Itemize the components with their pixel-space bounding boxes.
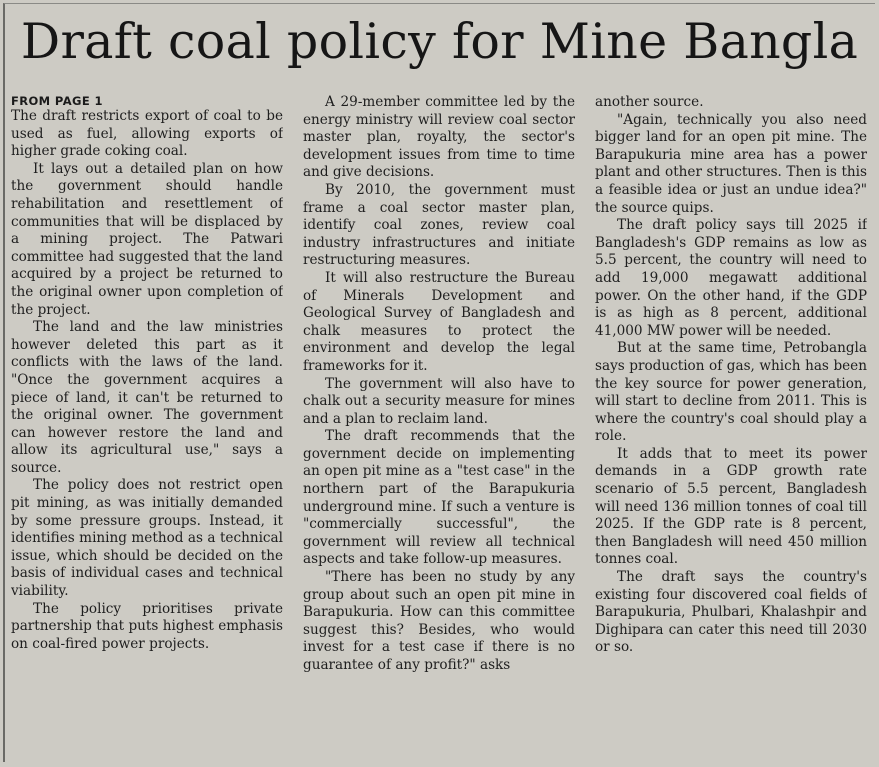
paragraph: The draft policy says till 2025 if Bangladesh's GDP remains as low as 5.5 percent, the country will need to add 19,000 megawatt additional power. On the other hand, if the GDP is as high as 8 percent, additional 41,000 MW power will be needed.	[595, 217, 867, 339]
column-3	[595, 94, 867, 760]
paragraph: The draft says the country's existing four discovered coal fields of Barapukuria, Phulbari, Khalashpir and Dighipara can cater this need till 2030 or so.	[595, 569, 867, 656]
paragraph: The policy does not restrict open pit mining, as was initially demanded by some pressure groups. Instead, it identifies mining method as a technical issue, which should be decided on the basis of individual cases and technical viability.	[11, 477, 283, 600]
paragraph: But at the same time, Petrobangla says production of gas, which has been the key source for power generation, will start to decline from 2011. This is where the country's coal should play a role.	[595, 340, 867, 445]
paragraph: "Again, technically you also need bigger land for an open pit mine. The Barapukuria mine area has a power plant and other structures. Then is this a feasible idea or just an undue idea?" the source quips.	[595, 111, 867, 216]
paragraph: another source.	[595, 94, 704, 110]
column-2	[303, 94, 575, 760]
article-body	[11, 94, 867, 760]
paragraph: The policy prioritises private partnership that puts highest emphasis on coal-fired power projects.	[11, 600, 283, 652]
paragraph: It lays out a detailed plan on how the government should handle rehabilitation and resettlement of communities that will be displaced by a mining project. The Patwari committee had suggested that the land acquired by a project be returned to the original owner upon completion of the project.	[11, 160, 283, 318]
paragraph: A 29-member committee led by the energy ministry will review coal sector master plan, royalty, the sector's development issues from time to time and give decisions.	[303, 94, 575, 181]
paragraph: The draft restricts export of coal to be used as fuel, allowing exports of higher grade coking coal.	[11, 108, 283, 160]
column-1	[11, 94, 283, 760]
paragraph: The land and the law ministries however deleted this part as it conflicts with the laws of the land. "Once the government acquires a piece of land, it can't be returned to the original owner. The government can however restore the land and allow its agricultural use," says a source.	[11, 319, 283, 476]
paragraph: By 2010, the government must frame a coal sector master plan, identify coal zones, review coal industry infrastructures and initiate restructuring measures.	[303, 181, 575, 269]
continuation-kicker: FROM PAGE 1	[11, 94, 103, 108]
paragraph: "There has been no study by any group about such an open pit mine in Barapukuria. How can this committee suggest this? Besides, who would invest for a test case if there is no guarantee of any profit?" asks	[303, 569, 575, 673]
paragraph: It adds that to meet its power demands in a GDP growth rate scenario of 5.5 percent, Bangladesh will need 136 million tonnes of coal till 2025. If the GDP rate is 8 percent, then Bangladesh will need 450 million tonnes coal.	[595, 445, 867, 568]
paragraph: The draft recommends that the government decide on implementing an open pit mine as a "test case" in the northern part of the Barapukuria underground mine. If such a venture is "commercially successful", the government will review all technical aspects and take follow-up measures.	[303, 428, 575, 568]
paragraph: It will also restructure the Bureau of Minerals Development and Geological Survey of Bangladesh and chalk measures to protect the environment and develop the legal frameworks for it.	[303, 269, 575, 374]
paragraph: The government will also have to chalk out a security measure for mines and a plan to reclaim land.	[303, 375, 575, 427]
headline: Draft coal policy for Mine Bangla	[20, 13, 859, 70]
